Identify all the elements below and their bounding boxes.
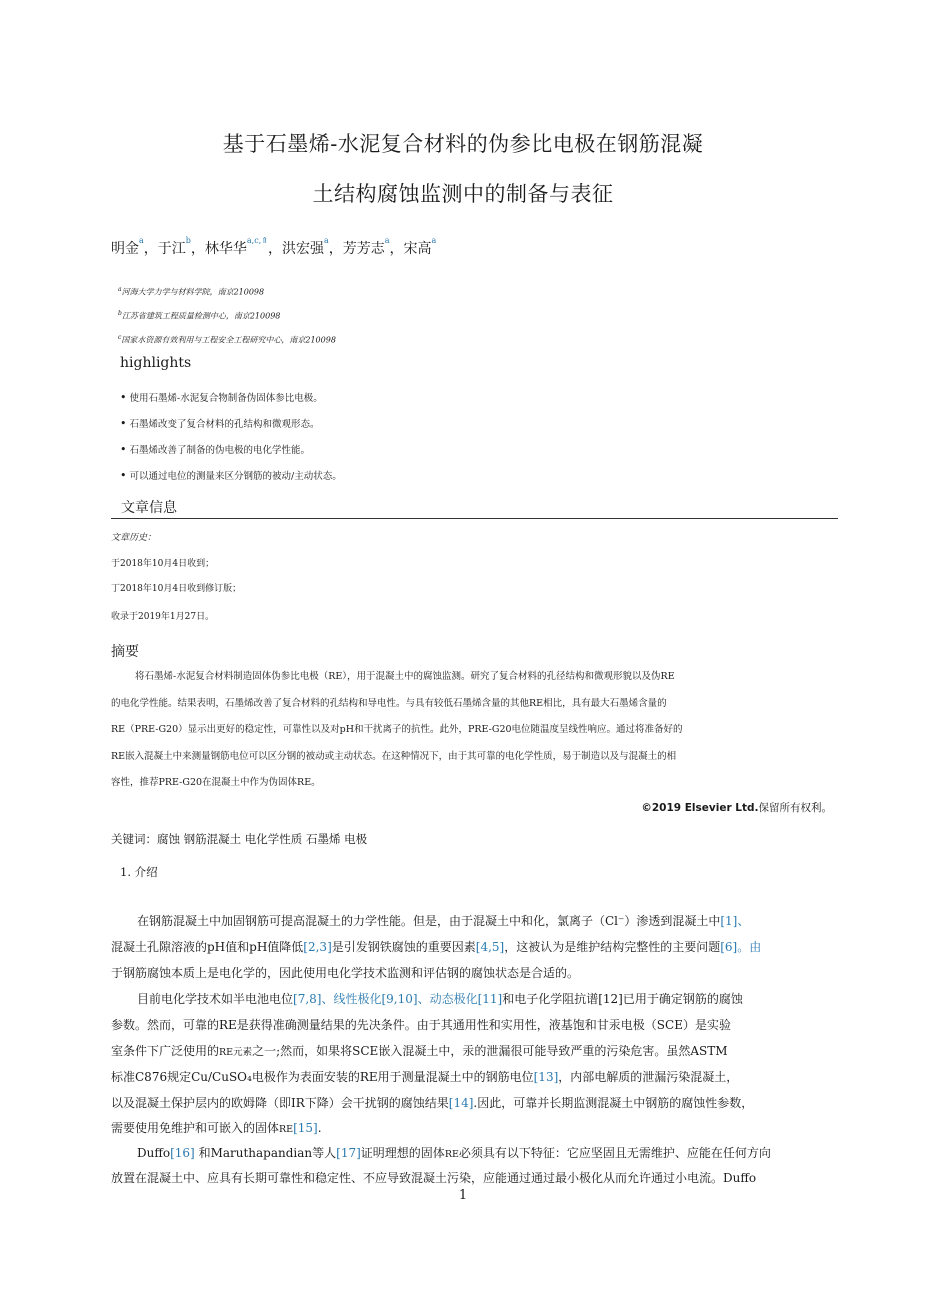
paper-title-line-1: 基于石墨烯-水泥复合材料的伪参比电极在钢筋混凝 bbox=[222, 132, 704, 156]
citation-link[interactable]: [4,5] bbox=[475, 940, 505, 954]
body-line: 于钢筋腐蚀本质上是电化学的，因此使用电化学技术监测和评估钢的腐蚀状态是合适的。 bbox=[111, 966, 580, 980]
author-affiliation-mark[interactable]: a bbox=[323, 236, 329, 245]
highlight-item: • 可以通过电位的测量来区分钢筋的被动/主动状态。 bbox=[120, 469, 342, 482]
article-info-divider bbox=[111, 518, 838, 519]
paper-title-line-2: 土结构腐蚀监测中的制备与表征 bbox=[312, 182, 614, 206]
body-line: 在钢筋混凝土中加固钢筋可提高混凝土的力学性能。但是，由于混凝土中和化，氯离子（Cl⁻）渗透到混凝土中[1]、 bbox=[137, 914, 750, 928]
abstract-line: RE嵌入混凝土中来测量钢筋电位可以区分钢的被动或主动状态。在这种情况下，由于其可靠的电化学性质，易于制造以及与混凝土的相 bbox=[111, 751, 677, 762]
author-affiliation-mark[interactable]: a bbox=[384, 236, 390, 245]
citation-link[interactable]: [6] bbox=[720, 940, 738, 954]
accepted-date: 收录于2019年1月27日。 bbox=[111, 612, 215, 622]
body-line: 放置在混凝土中、应具有长期可靠性和稳定性、不应导致混凝土污染，应能通过通过最小极化从而允许通过小电流。Duffo bbox=[111, 1171, 757, 1185]
citation-link[interactable]: [7,8] bbox=[293, 992, 322, 1006]
body-line: 目前电化学技术如半电池电位[7,8]、线性极化[9,10]、动态极化[11]和电子化学阻抗谱[12]已用于确定钢筋的腐蚀 bbox=[137, 992, 743, 1006]
author-affiliation-mark[interactable]: b bbox=[185, 236, 191, 245]
highlights-heading: highlights bbox=[120, 355, 192, 371]
body-line: 标准C876规定Cu/CuSO₄电极作为表面安装的RE用于测量混凝土中的钢筋电位[13]，内部电解质的泄漏污染混凝土， bbox=[111, 1070, 739, 1084]
author-separator: ， bbox=[143, 241, 158, 257]
author-name: 芳芳志 bbox=[342, 241, 385, 257]
section-heading-intro: 1. 介绍 bbox=[120, 865, 158, 879]
abstract-heading: 摘要 bbox=[111, 644, 139, 660]
body-line: 室条件下广泛使用的RE元素之一;然而，如果将SCE嵌入混凝土中，汞的泄漏很可能导致严重的污染危害。虽然ASTM bbox=[111, 1044, 728, 1058]
highlight-item: • 石墨烯改善了制备的伪电极的电化学性能。 bbox=[120, 443, 311, 456]
revised-date: 丁2018年10月4日收到修订版； bbox=[111, 584, 242, 594]
body-line: 参数。然而，可靠的RE是获得准确测量结果的先决条件。由于其通用性和实用性，液基饱和甘汞电极（SCE）是实验 bbox=[111, 1018, 731, 1032]
citation-link[interactable]: [9,10] bbox=[381, 992, 418, 1006]
author-name: 宋高 bbox=[403, 241, 432, 257]
citation-link[interactable]: [17] bbox=[336, 1146, 361, 1160]
keywords: 关键词：腐蚀 钢筋混凝土 电化学性质 石墨烯 电极 bbox=[111, 832, 368, 846]
body-line: 以及混凝土保护层内的欧姆降（即IR下降）会干扰钢的腐蚀结果[14].因此，可靠并长期监测混凝土中钢筋的腐蚀性参数， bbox=[111, 1096, 754, 1110]
citation-link[interactable]: [13] bbox=[533, 1070, 559, 1084]
article-info-heading: 文章信息 bbox=[121, 500, 177, 516]
citation-link[interactable]: [11] bbox=[477, 992, 503, 1006]
author-affiliation-mark[interactable]: a,c,⇑ bbox=[246, 236, 268, 245]
page-number: 1 bbox=[458, 1188, 468, 1203]
body-line: Duffo[16] 和Maruthapandian等人[17]证明理想的固体RE必须具有以下特征：它应坚固且无需维护、应能在任何方向 bbox=[137, 1146, 771, 1160]
author-affiliation-mark[interactable]: a bbox=[431, 236, 437, 245]
author-name: 于江 bbox=[157, 241, 186, 257]
author-affiliation-mark[interactable]: a bbox=[139, 236, 144, 245]
received-date: 于2018年10月4日收到； bbox=[111, 559, 215, 569]
author-separator: ， bbox=[267, 241, 282, 257]
abstract-line: 容性，推荐PRE-G20在混凝土中作为伪固体RE。 bbox=[111, 777, 321, 788]
highlight-item: • 使用石墨烯-水泥复合物制备伪固体参比电极。 bbox=[120, 391, 323, 404]
abstract-line: 将石墨烯-水泥复合材料制造固体伪参比电极（RE），用于混凝土中的腐蚀监测。研究了复合材料的孔径结构和微观形貌以及伪RE bbox=[135, 671, 675, 682]
citation-link[interactable]: [16] bbox=[170, 1146, 195, 1160]
author-separator: ， bbox=[389, 241, 404, 257]
author-name: 明金 bbox=[111, 241, 139, 257]
body-line: 需要使用免维护和可嵌入的固体RE[15]. bbox=[111, 1121, 322, 1135]
highlight-item: • 石墨烯改变了复合材料的孔结构和微观形态。 bbox=[120, 417, 320, 430]
abstract-line: RE（PRE-G20）显示出更好的稳定性，可靠性以及对pH和干扰离子的抗性。此外，PRE-G20电位随温度呈线性响应。通过将准备好的 bbox=[111, 724, 683, 735]
affiliation-a: $^a$河海大学力学与材料学院，南京210098 bbox=[118, 286, 265, 297]
affiliation-b: $^b$江苏省建筑工程质量检测中心，南京210098 bbox=[118, 310, 281, 321]
copyright-notice: ©2019 Elsevier Ltd.保留所有权利。 bbox=[641, 802, 832, 814]
article-history-label: 文章历史： bbox=[111, 533, 157, 543]
author-name: 洪宏强 bbox=[281, 241, 324, 257]
abstract-line: 的电化学性能。结果表明，石墨烯改善了复合材料的孔结构和导电性。与具有较低石墨烯含量的其他RE相比，具有最大石墨烯含量的 bbox=[111, 698, 667, 709]
body-line: 混凝土孔隙溶液的pH值和pH值降低[2,3]是引发钢铁腐蚀的重要因素[4,5]，这被认为是维护结构完整性的主要问题[6]。由 bbox=[111, 940, 762, 954]
citation-link[interactable]: [2,3] bbox=[303, 940, 332, 954]
author-separator: ， bbox=[328, 241, 343, 257]
citation-link[interactable]: [15] bbox=[293, 1121, 318, 1135]
affiliation-c: $^c$国家水资源有效利用与工程安全工程研究中心，南京210098 bbox=[118, 334, 336, 345]
author-name: 林华华 bbox=[204, 241, 247, 257]
author-list bbox=[111, 238, 436, 258]
citation-link[interactable]: [1] bbox=[720, 914, 738, 928]
author-separator: ， bbox=[190, 241, 205, 257]
citation-link[interactable]: [14] bbox=[448, 1096, 474, 1110]
